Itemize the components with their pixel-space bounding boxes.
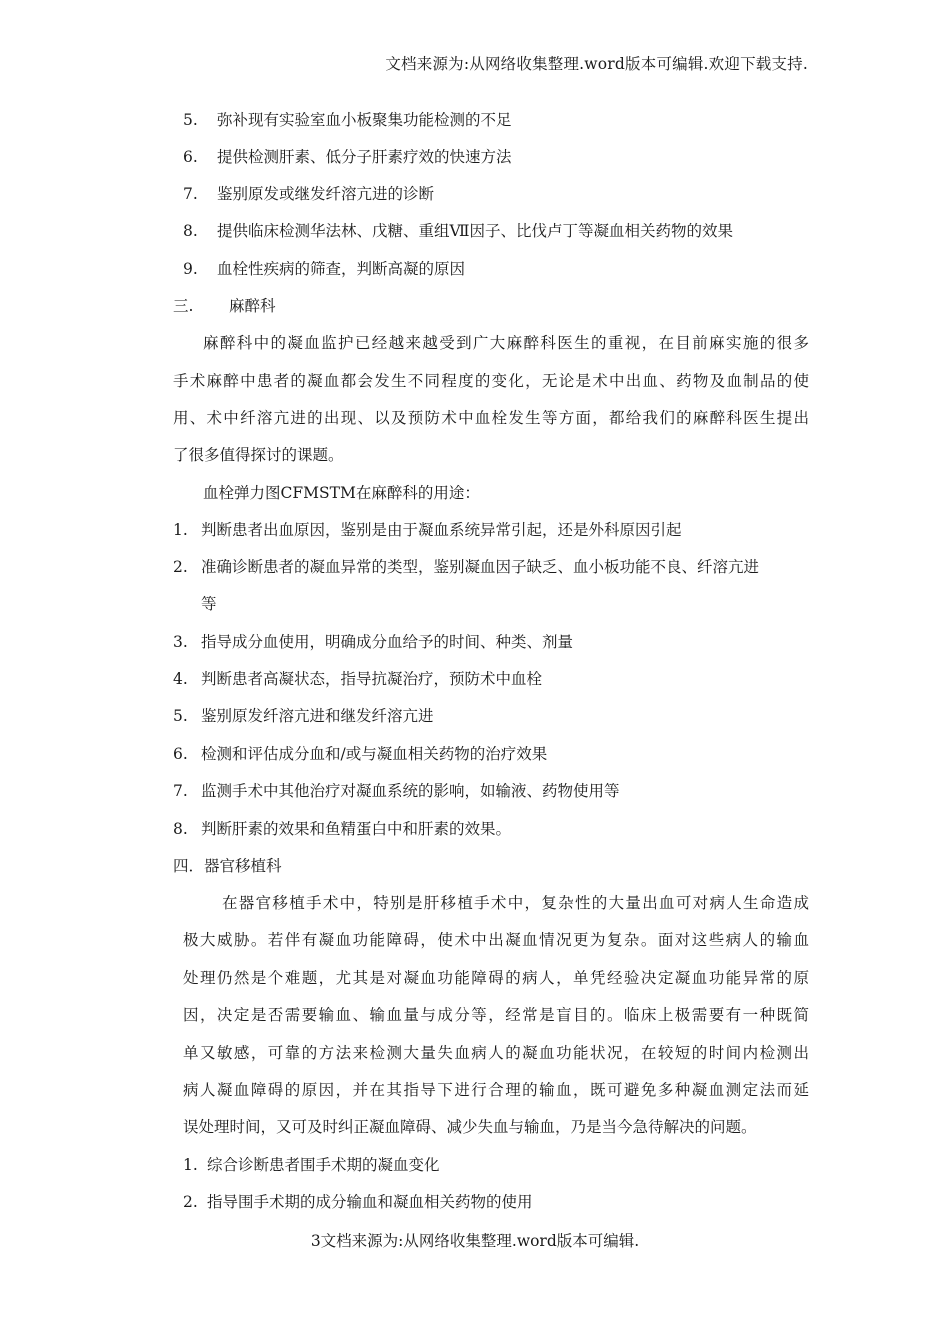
list-item xyxy=(183,1155,440,1175)
list-item xyxy=(183,110,512,130)
paragraph-line: 因，决定是否需要输血、输血量与成分等，经常是盲目的。临床上极需要有一种既简 xyxy=(183,1006,809,1024)
list-item-text: 指导围手术期的成分输血和凝血相关药物的使用 xyxy=(207,1193,533,1211)
list-item xyxy=(183,221,733,241)
list-item-number: 1. xyxy=(173,521,188,539)
list-item-text: 监测手术中其他治疗对凝血系统的影响，如输液、药物使用等 xyxy=(201,782,620,800)
list-item-continuation: 等 xyxy=(201,595,217,613)
paragraph-line: 在器官移植手术中，特别是肝移植手术中，复杂性的大量出血可对病人生命造成 xyxy=(222,894,809,912)
page-header: 文档来源为:从网络收集整理.word版本可编辑.欢迎下载支持. xyxy=(385,55,808,73)
list-item-number: 8. xyxy=(173,820,188,838)
paragraph-line: 麻醉科中的凝血监护已经越来越受到广大麻醉科医生的重视，在目前麻实施的很多 xyxy=(203,334,809,352)
list-item-text: 鉴别原发纤溶亢进和继发纤溶亢进 xyxy=(201,707,434,725)
list-item-text: 判断肝素的效果和鱼精蛋白中和肝素的效果。 xyxy=(201,820,512,838)
paragraph-line: 手术麻醉中患者的凝血都会发生不同程度的变化，无论是术中出血、药物及血制品的使 xyxy=(173,372,809,390)
list-item xyxy=(183,184,434,204)
section-heading: 四．器官移植科 xyxy=(173,857,282,875)
lead-sentence: 血栓弹力图CFMSTM在麻醉科的用途： xyxy=(203,484,480,502)
list-item-text: 判断患者出血原因，鉴别是由于凝血系统异常引起，还是外科原因引起 xyxy=(201,521,682,539)
paragraph-line: 处理仍然是个难题，尤其是对凝血功能障碍的病人，单凭经验决定凝血功能异常的原 xyxy=(183,969,809,987)
list-item xyxy=(183,1192,533,1212)
paragraph-line: 了很多值得探讨的课题。 xyxy=(173,446,344,464)
list-item-number: 6. xyxy=(183,148,198,166)
list-item-text: 血栓性疾病的筛查，判断高凝的原因 xyxy=(217,260,466,278)
list-item xyxy=(173,706,434,726)
list-item-number: 2. xyxy=(183,1193,198,1211)
list-item-text: 准确诊断患者的凝血异常的类型，鉴别凝血因子缺乏、血小板功能不良、纤溶亢进 xyxy=(201,558,760,576)
list-item-text: 鉴别原发或继发纤溶亢进的诊断 xyxy=(217,185,435,203)
section-heading xyxy=(173,296,276,316)
section-title: 麻醉科 xyxy=(229,297,276,315)
list-item-text: 综合诊断患者围手术期的凝血变化 xyxy=(207,1156,440,1174)
list-item xyxy=(173,669,542,689)
list-item xyxy=(173,632,573,652)
list-item xyxy=(173,520,682,540)
list-item-text: 提供检测肝素、低分子肝素疗效的快速方法 xyxy=(217,148,512,166)
page-footer: 3文档来源为:从网络收集整理.word版本可编辑. xyxy=(310,1232,640,1250)
list-item-number: 7. xyxy=(173,782,188,800)
list-item-text: 检测和评估成分血和/或与凝血相关药物的治疗效果 xyxy=(201,745,548,763)
list-item xyxy=(173,557,759,577)
list-item xyxy=(173,819,511,839)
paragraph-line: 用、术中纤溶亢进的出现、以及预防术中血栓发生等方面，都给我们的麻醉科医生提出 xyxy=(173,409,809,427)
list-item-text: 弥补现有实验室血小板聚集功能检测的不足 xyxy=(217,111,512,129)
list-item-number: 8. xyxy=(183,222,198,240)
list-item-text: 指导成分血使用，明确成分血给予的时间、种类、剂量 xyxy=(201,633,574,651)
section-number: 三. xyxy=(173,297,194,315)
list-item xyxy=(173,744,547,764)
paragraph-line: 病人凝血障碍的原因，并在其指导下进行合理的输血，既可避免多种凝血测定法而延 xyxy=(183,1081,809,1099)
list-item-number: 5. xyxy=(183,111,198,129)
paragraph-line: 极大威胁。若伴有凝血功能障碍，使术中出凝血情况更为复杂。面对这些病人的输血 xyxy=(183,931,809,949)
list-item-number: 4. xyxy=(173,670,188,688)
list-item xyxy=(173,781,620,801)
paragraph-line: 单又敏感，可靠的方法来检测大量失血病人的凝血功能状况，在较短的时间内检测出 xyxy=(183,1044,809,1062)
list-item xyxy=(183,259,465,279)
list-item-text: 判断患者高凝状态，指导抗凝治疗，预防术中血栓 xyxy=(201,670,543,688)
list-item-number: 2. xyxy=(173,558,188,576)
paragraph-line: 误处理时间，又可及时纠正凝血障碍、减少失血与输血，乃是当今急待解决的问题。 xyxy=(183,1118,757,1136)
list-item-text: 提供临床检测华法林、戊糖、重组Ⅶ因子、比伐卢丁等凝血相关药物的效果 xyxy=(217,222,734,240)
list-item-number: 6. xyxy=(173,745,188,763)
list-item-number: 9. xyxy=(183,260,198,278)
list-item-number: 5. xyxy=(173,707,188,725)
list-item-number: 7. xyxy=(183,185,198,203)
list-item xyxy=(183,147,512,167)
list-item-number: 1. xyxy=(183,1156,198,1174)
list-item-number: 3. xyxy=(173,633,188,651)
